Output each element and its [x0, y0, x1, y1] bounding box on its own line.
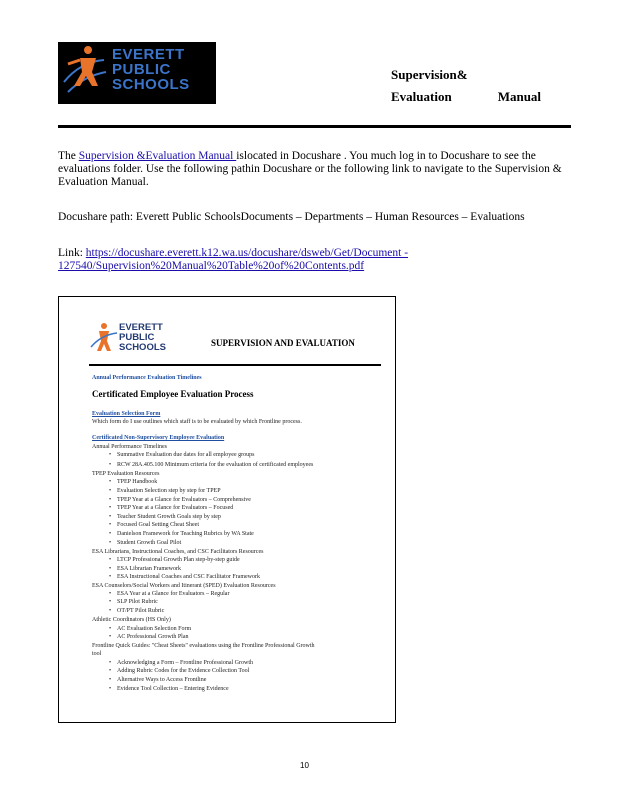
toc-line: Certificated Employee Evaluation Process: [92, 389, 254, 399]
manual-toc-screenshot: [58, 296, 396, 723]
toc-line[interactable]: • LTCP Professional Growth Plan step-by-step guide: [109, 556, 240, 564]
toc-line[interactable]: • ESA Instructional Coaches and CSC Facilitator Framework: [109, 573, 260, 581]
toc-line[interactable]: • RCW 28A.405.100 Minimum criteria for the evaluation of certificated employees: [109, 461, 313, 469]
logo-figure-icon: [58, 42, 112, 104]
link-label: Link:: [58, 247, 86, 259]
toc-line: Frontline Quick Guides: "Cheat Sheets" evaluations using the Frontline Professional Growth: [92, 643, 315, 649]
title-line-2b: Manual: [497, 89, 542, 104]
title-line-1: Supervision&: [391, 67, 468, 82]
toc-line[interactable]: • TPEP Year at a Glance for Evaluators – Comprehensive: [109, 496, 251, 504]
toc-line[interactable]: • Student Growth Goal Pilot: [109, 539, 181, 547]
toc-line: Annual Performance Evaluation Timelines: [92, 375, 202, 381]
intro-post: islocated in Docushare . You much log in to Docushare to see the evaluations folder. Use the following pathin Docushare or the following link to navigate to the Supervision & Evaluation Manual.: [58, 150, 562, 188]
toc-line[interactable]: • ESA Year at a Glance for Evaluators – Regular: [109, 590, 229, 598]
docushare-url-line2[interactable]: 127540/Supervision%20Manual%20Table%20of%20Contents.pdf: [58, 260, 365, 272]
toc-line[interactable]: • Acknowledging a Form – Frontline Professional Growth: [109, 659, 253, 667]
title-line-2a: Evaluation: [391, 89, 452, 104]
toc-line[interactable]: Certificated Non-Supervisory Employee Evaluation: [92, 435, 225, 441]
logo-line-2: PUBLIC: [112, 61, 171, 78]
toc-line[interactable]: • TPEP Year at a Glance for Evaluators – Focused: [109, 504, 233, 512]
thumbnail-logo: [89, 321, 179, 361]
docushare-url-line1[interactable]: https://docushare.everett.k12.wa.us/docushare/dsweb/Get/Document -: [85, 247, 409, 259]
logo-line-1: EVERETT: [112, 46, 185, 63]
toc-line[interactable]: • OT/PT Pilot Rubric: [109, 607, 164, 615]
intro-paragraph: [58, 150, 586, 189]
toc-line[interactable]: • AC Professional Growth Plan: [109, 633, 189, 641]
link-paragraph: [58, 247, 586, 273]
logo-line-3: SCHOOLS: [112, 76, 190, 93]
toc-line[interactable]: • SLP Pilot Rubric: [109, 598, 158, 606]
toc-line[interactable]: • Danielson Framework for Teaching Rubrics by WA State: [109, 530, 254, 538]
toc-line[interactable]: • AC Evaluation Selection Form: [109, 625, 191, 633]
toc-line: Which form do I use outlines which staff is to be evaluated by which Frontline process.: [92, 419, 302, 425]
toc-line: TPEP Evaluation Resources: [92, 471, 160, 477]
toc-line: Annual Performance Timelines: [92, 444, 167, 450]
thumb-logo-line-3: SCHOOLS: [119, 342, 166, 353]
thumb-logo-line-1: EVERETT: [119, 322, 163, 333]
everett-public-schools-logo: [58, 42, 216, 104]
thumbnail-heading: SUPERVISION AND EVALUATION: [211, 338, 355, 348]
toc-line[interactable]: • TPEP Handbook: [109, 478, 157, 486]
toc-line[interactable]: • Summative Evaluation due dates for all employee groups: [109, 451, 254, 459]
header-divider: [58, 125, 571, 128]
toc-line[interactable]: Evaluation Selection Form: [92, 411, 161, 417]
toc-line[interactable]: • Evidence Tool Collection – Entering Evidence: [109, 685, 229, 693]
docushare-path: Docushare path: Everett Public SchoolsDocuments – Departments – Human Resources – Evaluations: [58, 211, 525, 223]
intro-pre: The: [58, 150, 79, 162]
toc-line[interactable]: • Evaluation Selection step by step for TPEP: [109, 487, 221, 495]
toc-line[interactable]: • Teacher Student Growth Goals step by step: [109, 513, 221, 521]
thumb-logo-line-2: PUBLIC: [119, 332, 155, 343]
toc-line: ESA Librarians, Instructional Coaches, and CSC Facilitators Resources: [92, 549, 264, 555]
toc-line[interactable]: • Alternative Ways to Access Frontline: [109, 676, 206, 684]
toc-line[interactable]: • ESA Librarian Framework: [109, 565, 181, 573]
toc-line[interactable]: • Focused Goal Setting Cheat Sheet: [109, 521, 199, 529]
manual-link[interactable]: Supervision &Evaluation Manual: [78, 150, 237, 162]
toc-line: Athletic Coordinators (HS Only): [92, 617, 171, 623]
toc-line[interactable]: • Adding Rubric Codes for the Evidence Collection Tool: [109, 667, 249, 675]
thumbnail-logo-figure-icon: [89, 321, 119, 357]
toc-line: ESA Counselors/Social Workers and Itinerant (SPED) Evaluation Resources: [92, 583, 276, 589]
page-number: 10: [300, 761, 309, 770]
thumbnail-divider: [89, 364, 381, 366]
toc-line: tool: [92, 651, 102, 657]
document-title: [391, 64, 541, 108]
